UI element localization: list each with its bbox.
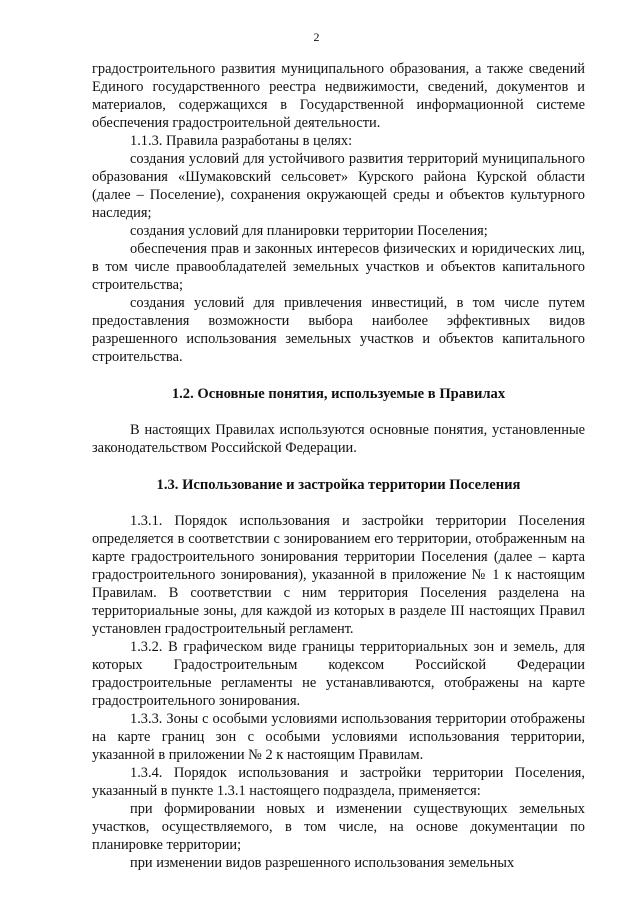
paragraph-application-new-plots: при формировании новых и изменении существующих земельных участков, осуществляемого, в том числе, на основе документации по планировке территории; bbox=[92, 801, 585, 853]
paragraph-basic-concepts: В настоящих Правилах используются основные понятия, установленные законодательством Российской Федерации. bbox=[92, 422, 585, 456]
paragraph-clause-1-3-3: 1.3.3. Зоны с особыми условиями использования территории отображены на карте границ зон с особыми условиями использования территории, указанной в приложении № 2 к настоящим Правилам. bbox=[92, 711, 585, 763]
paragraph-goal-rights: обеспечения прав и законных интересов физических и юридических лиц, в том числе правообладателей земельных участков и объектов капитального строительства; bbox=[92, 241, 585, 293]
paragraph-clause-1-3-4: 1.3.4. Порядок использования и застройки территории Поселения, указанный в пункте 1.3.1 настоящего подраздела, применяется: bbox=[92, 765, 585, 799]
paragraph-goal-planning: создания условий для планировки территории Поселения; bbox=[130, 223, 488, 239]
page-body bbox=[92, 60, 585, 872]
paragraph-clause-1-1-3: 1.1.3. Правила разработаны в целях: bbox=[130, 133, 353, 149]
section-heading-1-2: 1.2. Основные понятия, используемые в Правилах bbox=[171, 386, 506, 402]
page-number: 2 bbox=[313, 30, 320, 44]
spacer bbox=[92, 457, 585, 476]
paragraph-clause-1-3-1: 1.3.1. Порядок использования и застройки территории Поселения определяется в соответствии с зонированием его территории, отображенным на карте градостроительного зонирования территории Поселения (далее – карта градостроительного зонирования), указанной в приложение № 1 к настоящим Правилам. В соответствии с ним территория Поселения разделена на территориальные зоны, для каждой из которых в разделе III настоящих Правил установлен градостроительный регламент. bbox=[92, 513, 585, 637]
paragraph-goal-sustainable-development: создания условий для устойчивого развития территорий муниципального образования «Шумаковский сельсовет» Курского района Курской области (далее – Поселение), сохранения окружающей среды и объектов культурного наследия; bbox=[92, 151, 585, 221]
paragraph-continuation: градостроительного развития муниципального образования, а также сведений Единого государственного реестра недвижимости, сведений, документов и материалов, содержащихся в Государственной информационной системе обеспечения градостроительной деятельности. bbox=[92, 61, 585, 131]
section-heading-1-3: 1.3. Использование и застройка территории Поселения bbox=[156, 477, 521, 493]
spacer bbox=[92, 403, 585, 421]
paragraph-application-change-use: при изменении видов разрешенного использования земельных bbox=[130, 855, 515, 871]
paragraph-goal-investment: создания условий для привлечения инвестиций, в том числе путем предоставления возможности выбора наиболее эффективных видов разрешенного использования земельных участков и объектов капитального строительства. bbox=[92, 295, 585, 365]
paragraph-clause-1-3-2: 1.3.2. В графическом виде границы территориальных зон и земель, для которых Градостроительным кодексом Российской Федерации градостроительные регламенты не устанавливаются, отображены на карте градостроительного зонирования. bbox=[92, 639, 585, 709]
spacer bbox=[92, 494, 585, 512]
spacer bbox=[92, 366, 585, 385]
